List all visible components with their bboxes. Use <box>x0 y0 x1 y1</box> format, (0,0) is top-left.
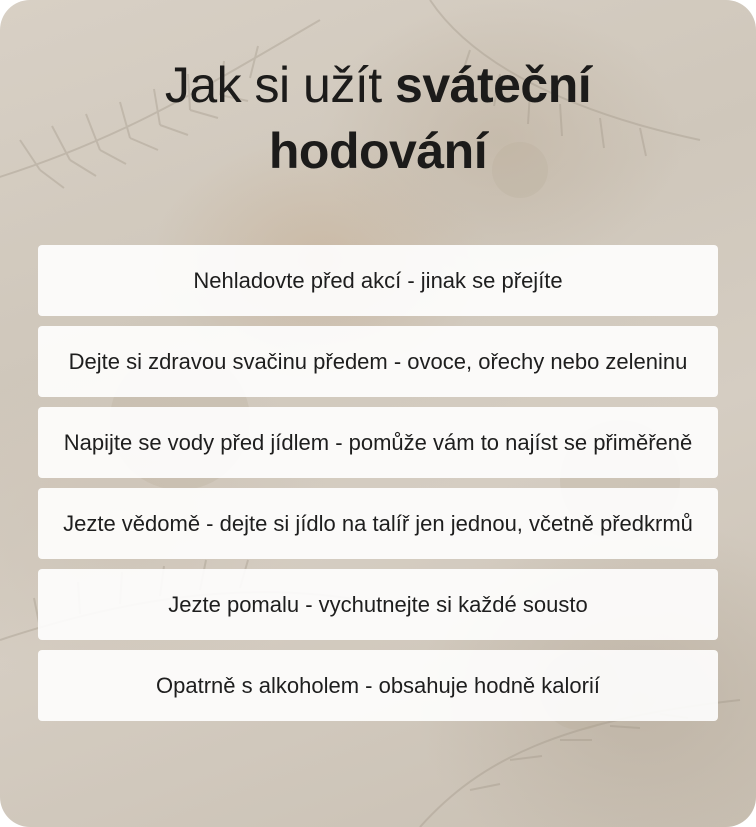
page-title <box>0 52 756 184</box>
title-regular-part: Jak si užít <box>164 57 396 113</box>
tip-item: Napijte se vody před jídlem - pomůže vám to najíst se přiměřeně <box>38 407 718 478</box>
tip-item: Nehladovte před akcí - jinak se přejíte <box>38 245 718 316</box>
title-bold-part: sváteční <box>395 57 592 113</box>
tips-list <box>38 245 718 731</box>
title-bold-part-second-line: hodování <box>268 123 488 179</box>
tip-item: Jezte vědomě - dejte si jídlo na talíř jen jednou, včetně předkrmů <box>38 488 718 559</box>
tip-item: Opatrně s alkoholem - obsahuje hodně kalorií <box>38 650 718 721</box>
tip-item: Jezte pomalu - vychutnejte si každé sousto <box>38 569 718 640</box>
tip-item: Dejte si zdravou svačinu předem - ovoce, ořechy nebo zeleninu <box>38 326 718 397</box>
